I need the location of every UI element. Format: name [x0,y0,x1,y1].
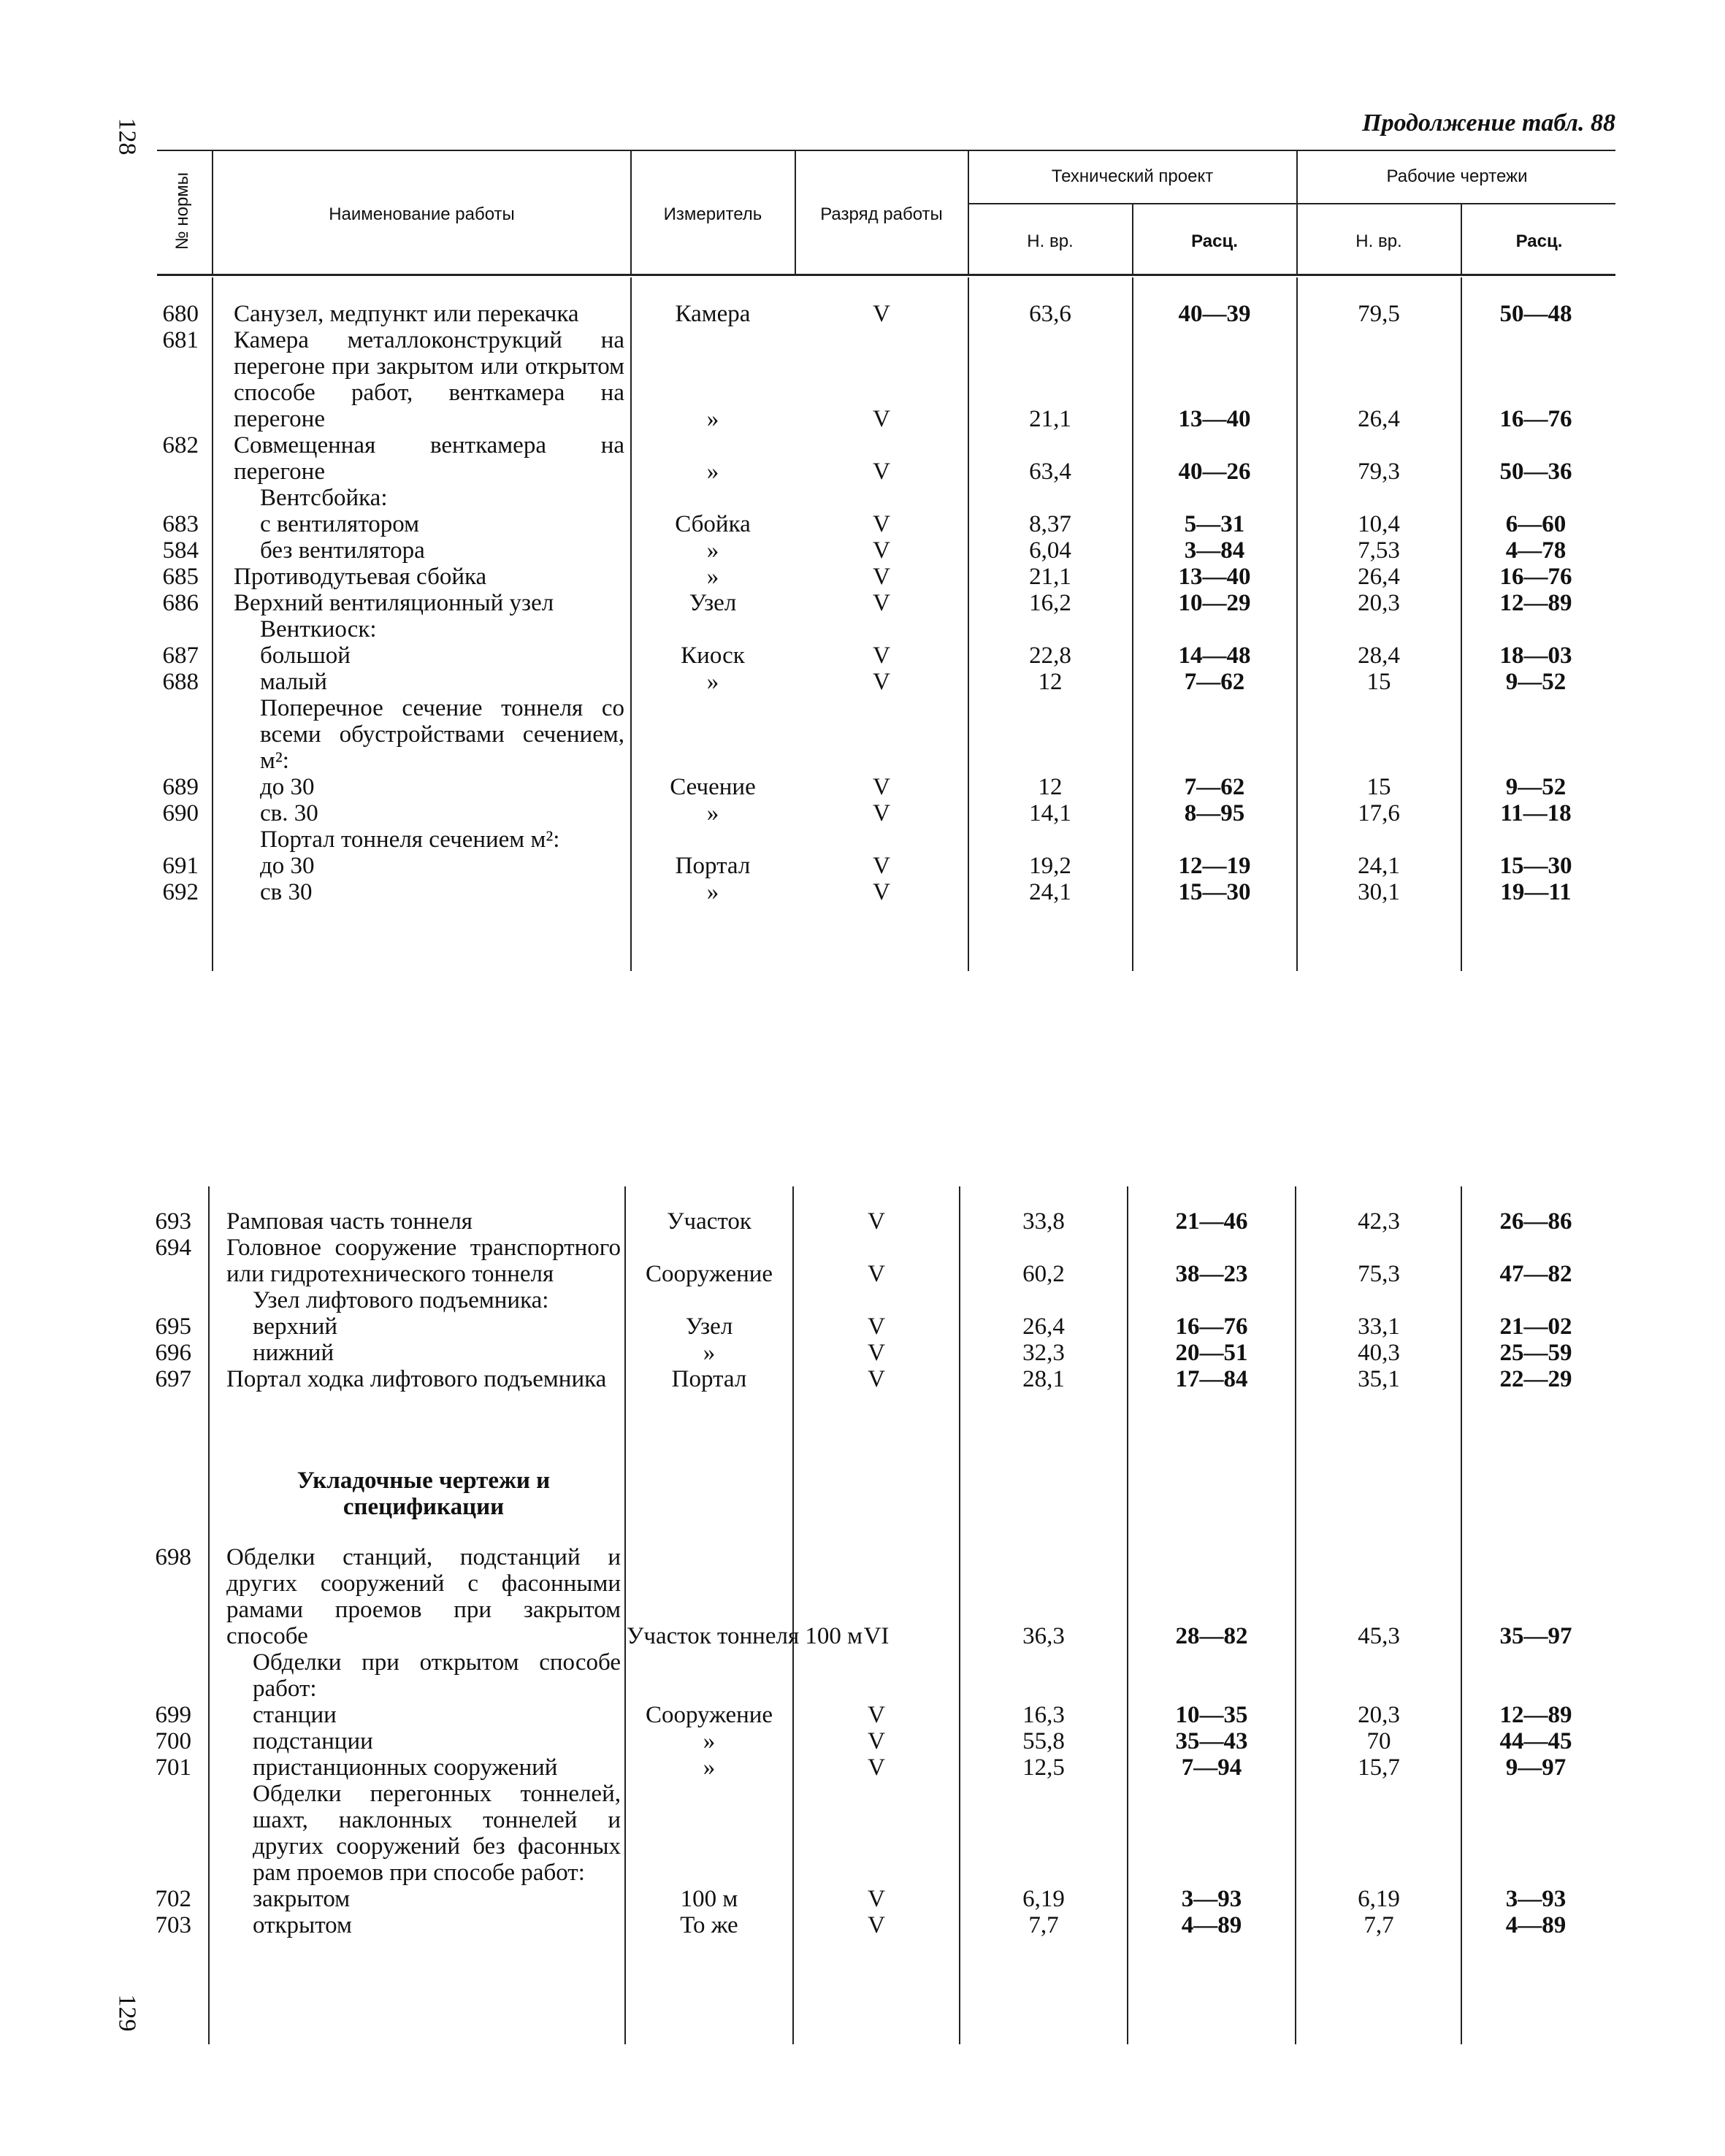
cell-w-nvr: 15 [1366,774,1391,800]
cell-grade: V [873,669,890,695]
cell-grade: V [868,1261,885,1287]
cell-w-rasc: 9—97 [1505,1754,1567,1781]
cell-w-nvr: 35,1 [1358,1366,1400,1392]
cell-num: 681 [162,327,199,353]
cell-w-nvr: 75,3 [1358,1261,1400,1287]
cell-grade: V [873,642,890,669]
cell-w-nvr: 26,4 [1358,564,1400,590]
cell-name: Поперечное сечение тоннеля со всеми обустройствами сечением, м²: [260,695,624,774]
cell-num: 699 [155,1702,191,1728]
cell-w-rasc: 12—89 [1499,590,1572,616]
cell-name: Совмещенная венткамера на перегоне [234,432,624,485]
cell-t-rasc: 28—82 [1175,1623,1248,1649]
cell-num: 693 [155,1208,191,1235]
table-row [0,1781,1725,1886]
continuation-title: Продолжение табл. 88 [1362,110,1615,137]
cell-t-rasc: 14—48 [1178,642,1251,669]
cell-grade: V [868,1754,885,1781]
cell-unit: То же [680,1912,738,1938]
cell-unit: Портал [671,1366,747,1392]
cell-name: до 30 [260,774,315,800]
cell-name: Камера металлоконструкций на перегоне при закрытом или открытом способе работ, венткамера на перегоне [234,327,624,432]
header-num: № нормы [172,172,192,250]
table-row [0,1287,1725,1313]
cell-w-nvr: 70 [1366,1728,1391,1754]
cell-num: 702 [155,1886,191,1912]
cell-w-nvr: 7,53 [1358,537,1400,564]
cell-w-nvr: 20,3 [1358,1702,1400,1728]
header-tech-nvr: Н. вр. [1027,231,1074,251]
table-row [0,564,1725,590]
cell-num: 695 [155,1313,191,1340]
cell-w-rasc: 6—60 [1505,511,1567,537]
cell-grade: V [873,564,890,590]
cell-num: 694 [155,1235,191,1261]
cell-unit: Сооружение [645,1261,773,1287]
table-row [0,879,1725,905]
cell-t-nvr: 24,1 [1029,879,1071,905]
cell-t-nvr: 21,1 [1029,406,1071,432]
cell-grade: V [868,1886,885,1912]
cell-unit: Сечение [670,774,756,800]
table-row [0,485,1725,511]
cell-name: подстанции [253,1728,373,1754]
cell-t-nvr: 12 [1038,669,1063,695]
cell-num: 680 [162,301,199,327]
cell-w-nvr: 15,7 [1358,1754,1400,1781]
cell-w-rasc: 25—59 [1499,1340,1572,1366]
cell-unit: » [706,669,719,695]
cell-w-rasc: 9—52 [1505,774,1567,800]
table-row [0,1702,1725,1728]
cell-name: Вентсбойка: [260,485,388,511]
cell-t-rasc: 10—35 [1175,1702,1248,1728]
cell-name: Венткиоск: [260,616,377,642]
cell-w-rasc: 44—45 [1499,1728,1572,1754]
cell-unit: » [706,459,719,485]
table-row [0,826,1725,853]
table-row [0,511,1725,537]
table-row [0,537,1725,564]
cell-num: 690 [162,800,199,826]
cell-t-rasc: 40—39 [1178,301,1251,327]
cell-w-nvr: 40,3 [1358,1340,1400,1366]
cell-name: без вентилятора [260,537,425,564]
cell-name: Узел лифтового подъемника: [253,1287,549,1313]
cell-name: Головное сооружение транспортного или гидротехнического тоннеля [226,1235,621,1287]
table-row [0,669,1725,695]
cell-name: св. 30 [260,800,318,826]
table-row [0,1886,1725,1912]
cell-w-nvr: 30,1 [1358,879,1400,905]
cell-w-nvr: 7,7 [1363,1912,1394,1938]
cell-t-nvr: 26,4 [1022,1313,1065,1340]
header-tech: Технический проект [1051,166,1214,186]
cell-t-rasc: 16—76 [1175,1313,1248,1340]
cell-num: 696 [155,1340,191,1366]
cell-t-rasc: 5—31 [1184,511,1245,537]
cell-unit: Киоск [681,642,745,669]
cell-t-nvr: 6,04 [1029,537,1071,564]
cell-unit: » [706,879,719,905]
cell-unit: Узел [689,590,737,616]
table-row [0,301,1725,327]
cell-t-nvr: 32,3 [1022,1340,1065,1366]
cell-w-rasc: 12—89 [1499,1702,1572,1728]
cell-w-rasc: 15—30 [1499,853,1572,879]
cell-name: станции [253,1702,337,1728]
cell-unit: » [703,1754,716,1781]
table-row [0,616,1725,642]
table-row [0,774,1725,800]
cell-t-nvr: 36,3 [1022,1623,1065,1649]
cell-t-nvr: 12 [1038,774,1063,800]
table-row [0,1366,1725,1392]
page-number-bottom: 129 [113,1994,141,2032]
cell-grade: V [873,800,890,826]
cell-w-rasc: 26—86 [1499,1208,1572,1235]
cell-unit: » [706,800,719,826]
table-row [0,432,1725,485]
table-row [0,853,1725,879]
cell-w-nvr: 10,4 [1358,511,1400,537]
cell-t-rasc: 38—23 [1175,1261,1248,1287]
cell-w-rasc: 9—52 [1505,669,1567,695]
cell-t-nvr: 22,8 [1029,642,1071,669]
table-row [0,590,1725,616]
header-work-nvr: Н. вр. [1355,231,1402,251]
cell-w-rasc: 4—89 [1505,1912,1567,1938]
cell-t-nvr: 12,5 [1022,1754,1065,1781]
cell-w-rasc: 16—76 [1499,564,1572,590]
cell-grade: V [868,1912,885,1938]
table-row [0,1313,1725,1340]
cell-t-rasc: 7—62 [1184,669,1245,695]
header-work: Рабочие чертежи [1386,166,1528,186]
cell-t-rasc: 17—84 [1175,1366,1248,1392]
header-work-rasc: Расц. [1515,231,1563,251]
cell-unit: » [706,537,719,564]
cell-num: 698 [155,1544,191,1570]
cell-w-nvr: 17,6 [1358,800,1400,826]
cell-w-rasc: 19—11 [1500,879,1572,905]
cell-t-rasc: 3—84 [1184,537,1245,564]
cell-grade: V [873,879,890,905]
table-row [0,1544,1725,1649]
cell-num: 689 [162,774,199,800]
cell-w-nvr: 15 [1366,669,1391,695]
cell-t-rasc: 40—26 [1178,459,1251,485]
cell-t-nvr: 63,6 [1029,301,1071,327]
cell-num: 703 [155,1912,191,1938]
cell-unit: Сбойка [675,511,751,537]
cell-w-rasc: 16—76 [1499,406,1572,432]
cell-grade: V [868,1208,885,1235]
cell-grade: V [868,1728,885,1754]
cell-name: нижний [253,1340,334,1366]
cell-w-nvr: 42,3 [1358,1208,1400,1235]
cell-unit: Участок тоннеля 100 м [627,1623,863,1649]
cell-unit: » [703,1728,716,1754]
cell-num: 686 [162,590,199,616]
cell-t-rasc: 8—95 [1184,800,1245,826]
cell-grade: VI [863,1623,890,1649]
cell-w-rasc: 11—18 [1500,800,1572,826]
cell-name: малый [260,669,327,695]
cell-t-nvr: 55,8 [1022,1728,1065,1754]
cell-num: 697 [155,1366,191,1392]
cell-grade: V [873,590,890,616]
table-row [0,1340,1725,1366]
cell-w-nvr: 20,3 [1358,590,1400,616]
cell-t-rasc: 3—93 [1181,1886,1242,1912]
cell-w-rasc: 50—48 [1499,301,1572,327]
cell-name: Рамповая часть тоннеля [226,1208,473,1235]
cell-t-rasc: 13—40 [1178,564,1251,590]
cell-t-nvr: 33,8 [1022,1208,1065,1235]
cell-name: с вентилятором [260,511,420,537]
cell-num: 682 [162,432,199,459]
cell-w-nvr: 79,3 [1358,459,1400,485]
cell-name: закрытом [253,1886,351,1912]
cell-t-nvr: 14,1 [1029,800,1071,826]
cell-w-nvr: 79,5 [1358,301,1400,327]
cell-name: Противодутьевая сбойка [234,564,487,590]
cell-grade: V [873,406,890,432]
cell-grade: V [873,853,890,879]
cell-name: до 30 [260,853,315,879]
cell-t-rasc: 20—51 [1175,1340,1248,1366]
cell-unit: Участок [667,1208,751,1235]
cell-t-nvr: 6,19 [1022,1886,1065,1912]
cell-num: 687 [162,642,199,669]
cell-grade: V [873,459,890,485]
cell-w-rasc: 50—36 [1499,459,1572,485]
cell-name: Портал тоннеля сечением м²: [260,826,560,853]
header-tech-rasc: Расц. [1191,231,1238,251]
cell-name: открытом [253,1912,352,1938]
cell-unit: Сооружение [645,1702,773,1728]
cell-t-rasc: 15—30 [1178,879,1251,905]
cell-grade: V [868,1366,885,1392]
cell-w-rasc: 21—02 [1499,1313,1572,1340]
cell-t-nvr: 63,4 [1029,459,1071,485]
table-row [0,1912,1725,1938]
cell-w-nvr: 45,3 [1358,1623,1400,1649]
cell-w-rasc: 4—78 [1505,537,1567,564]
cell-unit: » [706,564,719,590]
cell-w-rasc: 22—29 [1499,1366,1572,1392]
cell-name: пристанционных сооружений [253,1754,558,1781]
cell-w-rasc: 3—93 [1505,1886,1567,1912]
cell-t-rasc: 7—94 [1181,1754,1242,1781]
cell-w-rasc: 35—97 [1499,1623,1572,1649]
cell-t-rasc: 35—43 [1175,1728,1248,1754]
cell-num: 692 [162,879,199,905]
cell-t-nvr: 28,1 [1022,1366,1065,1392]
cell-w-nvr: 24,1 [1358,853,1400,879]
cell-num: 685 [162,564,199,590]
cell-t-rasc: 13—40 [1178,406,1251,432]
header-unit: Измеритель [663,204,762,224]
header-name: Наименование работы [329,204,515,224]
table-row [0,1208,1725,1235]
cell-t-nvr: 7,7 [1028,1912,1059,1938]
cell-w-nvr: 28,4 [1358,642,1400,669]
cell-num: 691 [162,853,199,879]
cell-name: верхний [253,1313,338,1340]
cell-t-nvr: 21,1 [1029,564,1071,590]
cell-t-nvr: 8,37 [1029,511,1071,537]
cell-t-rasc: 21—46 [1175,1208,1248,1235]
table-row [0,1728,1725,1754]
cell-t-nvr: 16,2 [1029,590,1071,616]
table-row [0,695,1725,774]
cell-grade: V [868,1340,885,1366]
cell-unit: » [703,1340,716,1366]
cell-grade: V [868,1313,885,1340]
cell-unit: Камера [675,301,751,327]
cell-w-nvr: 6,19 [1358,1886,1400,1912]
cell-w-nvr: 33,1 [1358,1313,1400,1340]
cell-w-nvr: 26,4 [1358,406,1400,432]
cell-unit: Узел [685,1313,733,1340]
cell-unit: Портал [675,853,751,879]
cell-name: Обделки станций, подстанций и других сооружений с фасонными рамами проемов при закрытом способе [226,1544,621,1649]
table-row [0,327,1725,432]
header-grade: Разряд работы [820,204,943,224]
cell-grade: V [873,774,890,800]
cell-num: 584 [162,537,199,564]
cell-unit: » [706,406,719,432]
cell-grade: V [873,301,890,327]
cell-t-nvr: 19,2 [1029,853,1071,879]
table-row [0,642,1725,669]
cell-unit: 100 м [680,1886,738,1912]
cell-num: 701 [155,1754,191,1781]
cell-name: Санузел, медпункт или перекачка [234,301,579,327]
table-row [0,1754,1725,1781]
cell-w-rasc: 18—03 [1499,642,1572,669]
cell-t-nvr: 16,3 [1022,1702,1065,1728]
table-row [0,1649,1725,1702]
cell-t-rasc: 10—29 [1178,590,1251,616]
cell-num: 688 [162,669,199,695]
cell-name: св 30 [260,879,313,905]
table-row [0,800,1725,826]
cell-name: Обделки при открытом способе работ: [253,1649,621,1702]
cell-num: 700 [155,1728,191,1754]
cell-name: Портал ходка лифтового подъемника [226,1366,607,1392]
cell-grade: V [873,537,890,564]
cell-name: Верхний вентиляционный узел [234,590,554,616]
cell-name: большой [260,642,351,669]
cell-t-nvr: 60,2 [1022,1261,1065,1287]
page-number-top: 128 [113,118,141,156]
cell-grade: V [873,511,890,537]
cell-grade: V [868,1702,885,1728]
cell-t-rasc: 7—62 [1184,774,1245,800]
cell-t-rasc: 4—89 [1181,1912,1242,1938]
cell-w-rasc: 47—82 [1499,1261,1572,1287]
cell-t-rasc: 12—19 [1178,853,1251,879]
section-title: Укладочные чертежи и спецификации [297,1468,551,1520]
cell-name: Обделки перегонных тоннелей, шахт, наклонных тоннелей и других сооружений без фасонных рам проемов при способе работ: [253,1781,621,1886]
cell-num: 683 [162,511,199,537]
table-row [0,1235,1725,1287]
